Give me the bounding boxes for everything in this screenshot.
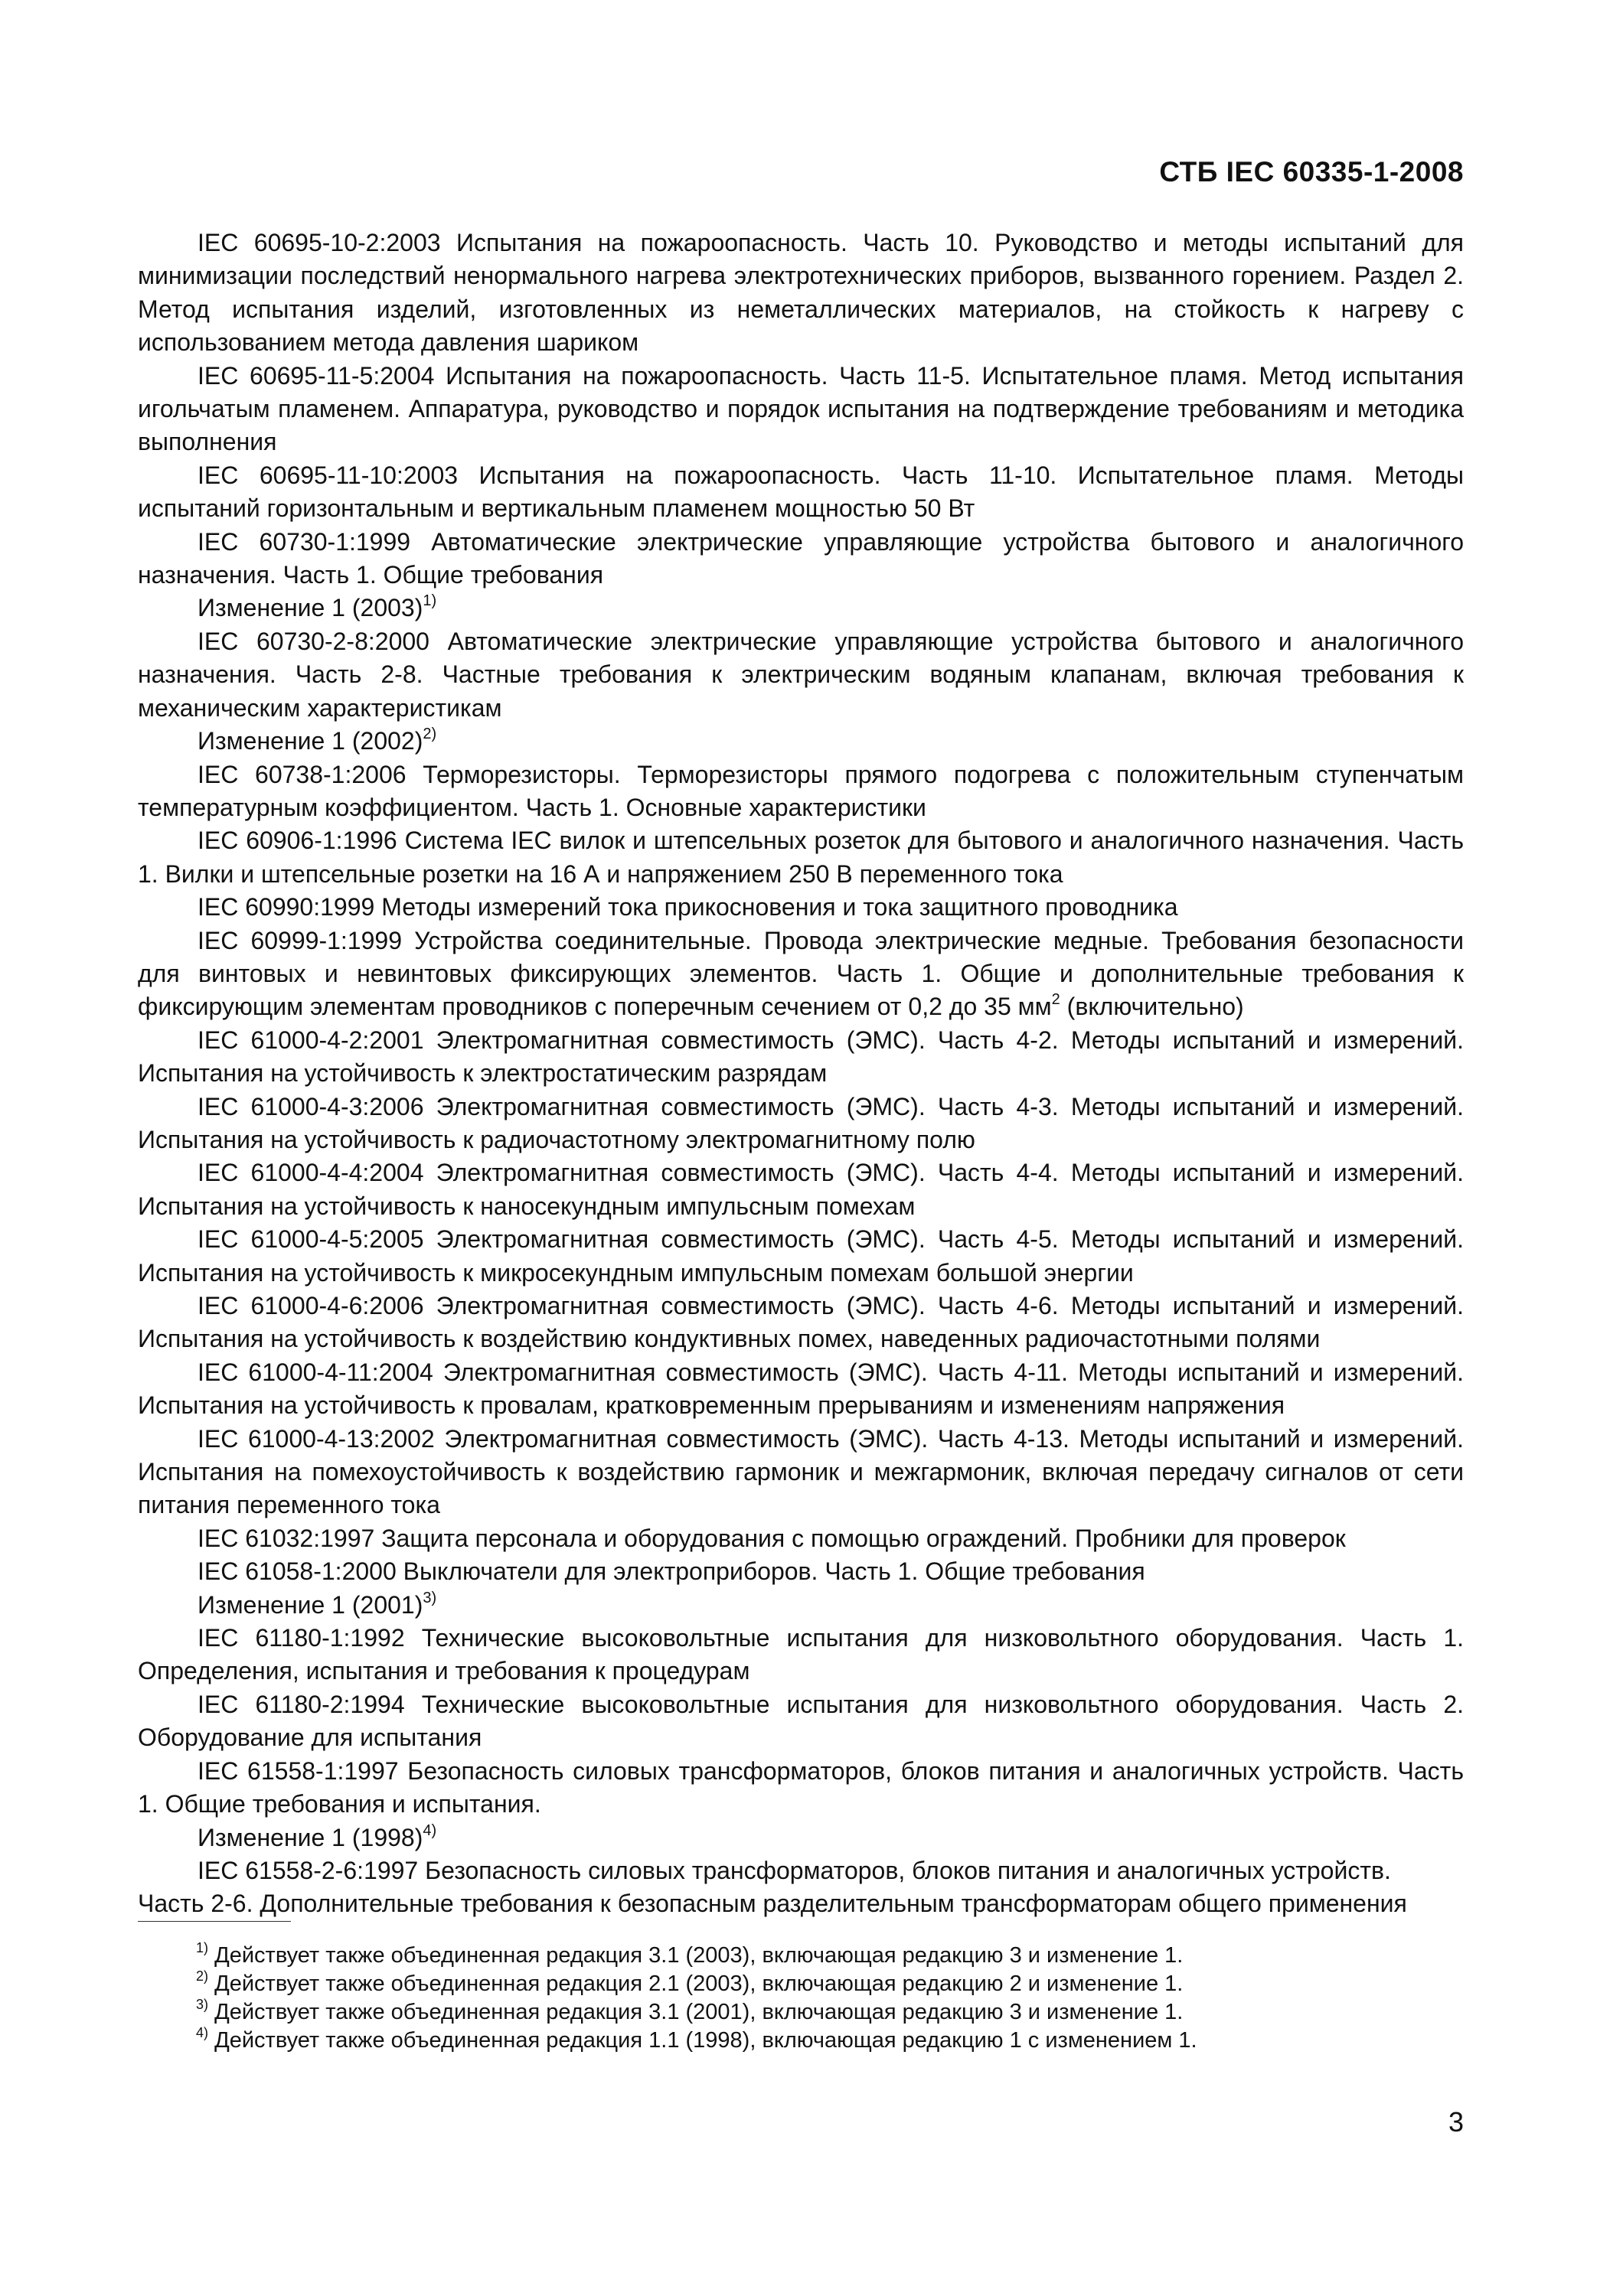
reference-entry: IEC 61000-4-4:2004 Электромагнитная совместимость (ЭМС). Часть 4-4. Методы испытаний и измерений. Испытания на устойчивость к наносекундным импульсным помехам xyxy=(138,1159,1464,1220)
amendment-entry: Изменение 1 $(2002)^{2)}$ xyxy=(198,726,437,755)
reference-entry: IEC 61180-1:1992 Технические высоковольтные испытания для низковольтного оборудования. Часть 1. Определения, испытания и требования к процедурам xyxy=(138,1624,1464,1685)
reference-entry: IEC 61032:1997 Защита персонала и оборудования с помощью ограждений. Пробники для проверок xyxy=(198,1524,1346,1552)
reference-entry: IEC 60730-2-8:2000 Автоматические электрические управляющие устройства бытового и аналогичного назначения. Часть 2-8. Частные требования к электрическим водяным клапанам, включая требования к механическим характеристикам xyxy=(138,627,1464,722)
reference-entry: IEC 60695-11-10:2003 Испытания на пожароопасность. Часть 11-10. Испытательное пламя. Методы испытаний горизонтальным и вертикальным пламенем мощностью 50 Вт xyxy=(138,461,1464,523)
reference-entry: IEC 61558-2-6:1997 Безопасность силовых трансформаторов, блоков питания и аналогичных устройств. Часть 2-6. Дополнительные требования к безопасным разделительным трансформаторам общего применения xyxy=(138,1856,1407,1918)
reference-entry: IEC 60906-1:1996 Система IEC вилок и штепсельных розеток для бытового и аналогичного назначения. Часть 1. Вилки и штепсельные розетки на 16 А и напряжением 250 В переменного тока xyxy=(138,827,1464,888)
superscript-exponent: 2 xyxy=(1051,991,1060,1009)
document-id-header: СТБ IEC 60335-1-2008 xyxy=(1159,156,1464,188)
reference-entry: IEC 60730-1:1999 Автоматические электрические управляющие устройства бытового и аналогичного назначения. Часть 1. Общие требования xyxy=(138,527,1464,589)
reference-entry: IEC 61058-1:2000 Выключатели для электроприборов. Часть 1. Общие требования xyxy=(198,1557,1145,1586)
amendment-entry: Изменение 1 $(2003)^{1)}$ xyxy=(198,592,437,622)
amendment-entry: Изменение 1 $(1998)^{4)}$ xyxy=(198,1821,437,1851)
reference-entry: IEC 61000-4-5:2005 Электромагнитная совместимость (ЭМС). Часть 4-5. Методы испытаний и измерений. Испытания на устойчивость к микросекундным импульсным помехам большой энергии xyxy=(138,1225,1464,1287)
footnote: $^{2)}$ Действует также объединенная редакция 2.1 (2003), включающая редакцию 2 и изменение 1. xyxy=(196,1968,1184,1996)
footnote-ref: 2) xyxy=(423,726,437,743)
footnote-mark: 4) xyxy=(196,2025,209,2040)
footnote-ref: 3) xyxy=(423,1589,437,1606)
reference-entry: IEC 61000-4-2:2001 Электромагнитная совместимость (ЭМС). Часть 4-2. Методы испытаний и измерений. Испытания на устойчивость к электростатическим разрядам xyxy=(138,1026,1464,1088)
amendment-entry: Изменение 1 $(2001)^{3)}$ xyxy=(198,1589,437,1619)
reference-entry: IEC 60999-1:1999 Устройства соединительные. Провода электрические медные. Требования безопасности для винтовых и невинтовых фиксирующих элементов. Часть 1. Общие и дополнительные требования к фиксирующим элементам проводников с поперечным сечением от 0,2 до 35 $мм^2$ (включительно) xyxy=(138,926,1464,1021)
reference-entry: IEC 60695-10-2:2003 Испытания на пожароопасность. Часть 10. Руководство и методы испытаний для минимизации последствий ненормального нагрева электротехнических приборов, вызванного горением. Раздел 2. Метод испытания изделий, изготовленных из неметаллических материалов, на стойкость к нагреву с использованием метода давления шариком xyxy=(138,229,1464,357)
footnote: $^{3)}$ Действует также объединенная редакция 3.1 (2001), включающая редакцию 3 и изменение 1. xyxy=(196,1997,1184,2024)
references-list xyxy=(138,227,1464,1921)
page-number: 3 xyxy=(1448,2106,1464,2138)
reference-entry: IEC 60695-11-5:2004 Испытания на пожароопасность. Часть 11-5. Испытательное пламя. Метод испытания игольчатым пламенем. Аппаратура, руководство и порядок испытания на подтверждение требованиям и методика выполнения xyxy=(138,361,1464,456)
footnotes xyxy=(196,1942,1467,2055)
reference-entry: IEC 61180-2:1994 Технические высоковольтные испытания для низковольтного оборудования. Часть 2. Оборудование для испытания xyxy=(138,1690,1464,1752)
footnote-mark: 1) xyxy=(196,1940,209,1955)
footnote-separator xyxy=(138,1921,291,1922)
reference-entry: IEC 61558-1:1997 Безопасность силовых трансформаторов, блоков питания и аналогичных устройств. Часть 1. Общие требования и испытания. xyxy=(138,1756,1464,1818)
reference-entry: IEC 61000-4-11:2004 Электромагнитная совместимость (ЭМС). Часть 4-11. Методы испытаний и измерений. Испытания на устойчивость к провалам, кратковременным прерываниям и изменениям напряжения xyxy=(138,1358,1464,1420)
reference-entry: IEC 61000-4-6:2006 Электромагнитная совместимость (ЭМС). Часть 4-6. Методы испытаний и измерений. Испытания на устойчивость к воздействию кондуктивных помех, наведенных радиочастотными полями xyxy=(138,1292,1464,1353)
footnote: $^{4)}$ Действует также объединенная редакция 1.1 (1998), включающая редакцию 1 с изменением 1. xyxy=(196,2025,1197,2053)
footnote-mark: 2) xyxy=(196,1968,209,1984)
footnote: $^{1)}$ Действует также объединенная редакция 3.1 (2003), включающая редакцию 3 и изменение 1. xyxy=(196,1940,1184,1968)
footnote-ref: 4) xyxy=(423,1821,437,1839)
reference-entry: IEC 61000-4-13:2002 Электромагнитная совместимость (ЭМС). Часть 4-13. Методы испытаний и измерений. Испытания на помехоустойчивость к воздействию гармоник и межгармоник, включая передачу сигналов от сети питания переменного тока xyxy=(138,1424,1464,1519)
footnote-mark: 3) xyxy=(196,1997,209,2012)
reference-entry: IEC 61000-4-3:2006 Электромагнитная совместимость (ЭМС). Часть 4-3. Методы испытаний и измерений. Испытания на устойчивость к радиочастотному электромагнитному полю xyxy=(138,1092,1464,1153)
footnote-ref: 1) xyxy=(423,592,437,610)
reference-entry: IEC 60738-1:2006 Терморезисторы. Терморезисторы прямого подогрева с положительным ступенчатым температурным коэффициентом. Часть 1. Основные характеристики xyxy=(138,760,1464,821)
reference-entry: IEC 60990:1999 Методы измерений тока прикосновения и тока защитного проводника xyxy=(198,893,1178,921)
